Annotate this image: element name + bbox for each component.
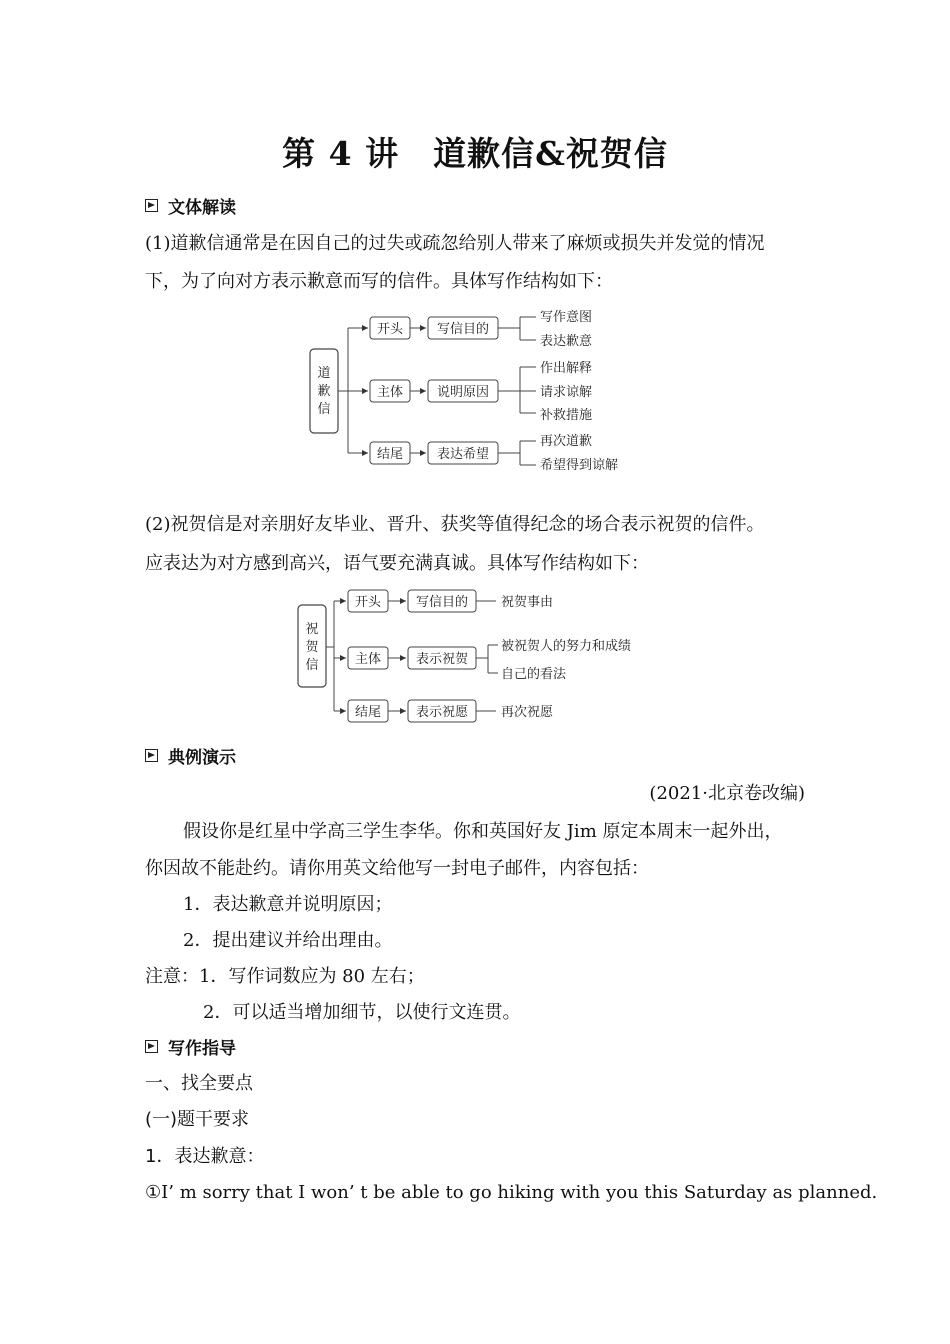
diagram1-root-char: 歉 <box>317 384 331 399</box>
section-heading-example <box>145 743 236 768</box>
play-icon <box>145 199 158 212</box>
para1-line2: 下，为了向对方表示歉意而写的信件。具体写作结构如下： <box>145 271 613 292</box>
diagram1-root-char: 道 <box>317 366 331 381</box>
diagram2-r2-a: 主体 <box>354 652 382 667</box>
diagram1-leaf: 写作意图 <box>540 310 593 325</box>
diagram1-r2-a: 主体 <box>376 385 404 400</box>
section-heading-guide <box>145 1034 236 1059</box>
para2-line1: (2)祝贺信是对亲朋好友毕业、晋升、获奖等值得纪念的场合表示祝贺的信件。 <box>145 514 765 535</box>
page-title: 第 4 讲 道歉信&祝贺信 <box>282 134 668 173</box>
diagram1-r2-b: 说明原因 <box>436 385 490 400</box>
apology-structure-diagram <box>300 303 660 483</box>
guide-sentence: ①I’ m sorry that I won’ t be able to go hiking with you this Saturday as planned. <box>145 1182 878 1203</box>
diagram1-leaf: 作出解释 <box>540 361 593 376</box>
play-icon <box>145 1040 158 1053</box>
congratulation-structure-diagram <box>290 585 670 725</box>
diagram1-root-char: 信 <box>317 402 331 417</box>
section-label: 典例演示 <box>168 748 236 768</box>
diagram2-r1-b: 写信目的 <box>415 595 469 610</box>
example-note1: 注意：1．写作词数应为 80 左右； <box>145 966 425 987</box>
example-source: (2021·北京卷改编) <box>649 783 805 804</box>
diagram2-leaf: 被祝贺人的努力和成绩 <box>501 639 632 654</box>
guide-heading-2: (一)题干要求 <box>145 1109 250 1130</box>
diagram1-leaf: 请求谅解 <box>540 385 593 400</box>
diagram2-r3-a: 结尾 <box>354 705 382 720</box>
play-icon <box>145 749 158 762</box>
example-line1: 假设你是红星中学高三学生李华。你和英国好友 Jim 原定本周末一起外出， <box>183 821 783 842</box>
diagram2-r2-b: 表示祝贺 <box>415 652 469 667</box>
example-item1: 1．表达歉意并说明原因； <box>183 894 393 915</box>
diagram1-r3-a: 结尾 <box>376 447 404 462</box>
diagram1-r1-a: 开头 <box>376 322 404 337</box>
diagram2-leaf: 再次祝愿 <box>501 705 554 720</box>
diagram1-leaf: 再次道歉 <box>540 434 593 449</box>
diagram1-r1-b: 写信目的 <box>436 322 490 337</box>
diagram2-leaf: 祝贺事由 <box>501 595 554 610</box>
diagram2-root-char: 祝 <box>305 622 319 637</box>
diagram2-leaf: 自己的看法 <box>501 667 567 682</box>
diagram2-root-char: 信 <box>305 658 319 673</box>
diagram2-root-char: 贺 <box>305 640 319 655</box>
para2-line2: 应表达为对方感到高兴，语气要充满真诚。具体写作结构如下： <box>145 553 649 574</box>
diagram1-r3-b: 表达希望 <box>436 447 490 462</box>
example-note2: 2．可以适当增加细节，以使行文连贯。 <box>203 1002 521 1023</box>
para1-line1: (1)道歉信通常是在因自己的过失或疏忽给别人带来了麻烦或损失并发觉的情况 <box>145 233 765 254</box>
guide-heading-3: 1．表达歉意： <box>145 1146 265 1167</box>
example-item2: 2．提出建议并给出理由。 <box>183 930 393 951</box>
diagram1-leaf: 表达歉意 <box>540 334 593 349</box>
section-label: 写作指导 <box>168 1039 236 1059</box>
section-heading-genre <box>145 193 236 218</box>
diagram2-r1-a: 开头 <box>354 595 382 610</box>
diagram1-leaf: 补救措施 <box>540 408 593 423</box>
diagram1-leaf: 希望得到谅解 <box>540 458 619 473</box>
diagram2-r3-b: 表示祝愿 <box>415 705 469 720</box>
section-label: 文体解读 <box>168 198 236 218</box>
guide-heading-1: 一、找全要点 <box>145 1073 253 1094</box>
example-line2: 你因故不能赴约。请你用英文给他写一封电子邮件，内容包括： <box>145 858 649 879</box>
